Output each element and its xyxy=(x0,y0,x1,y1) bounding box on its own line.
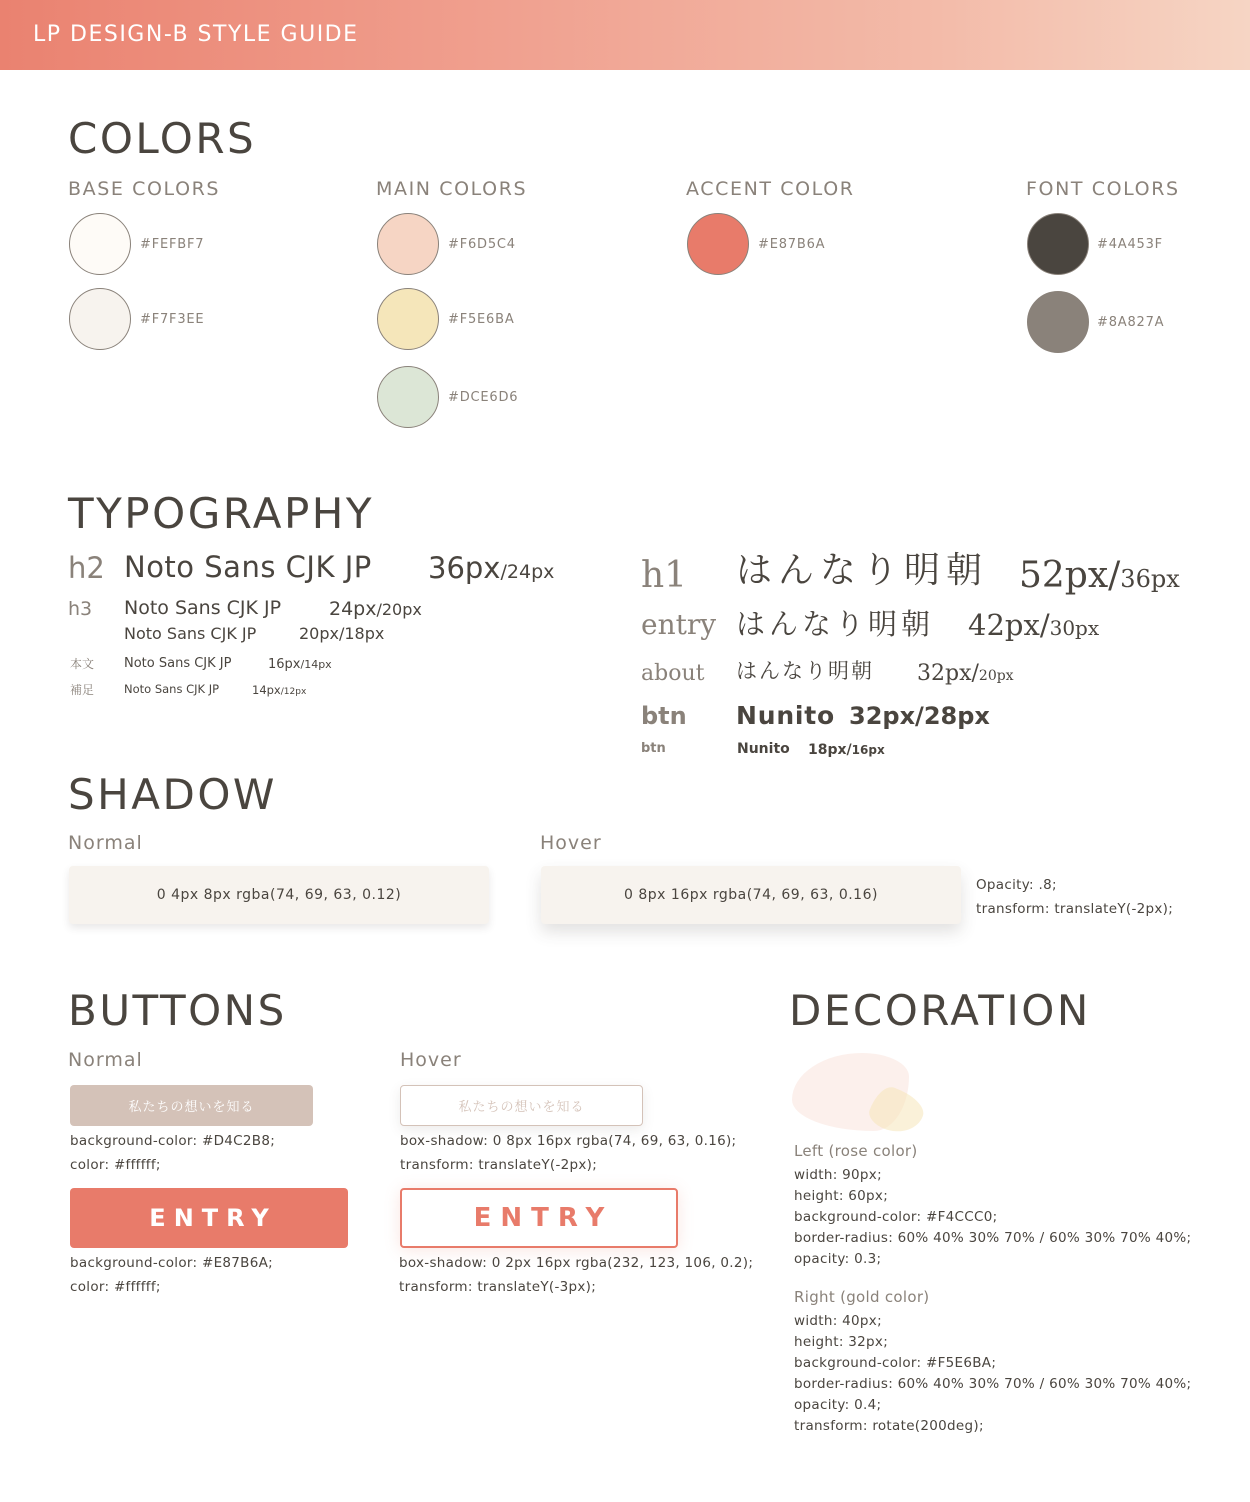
decoration-right-line: background-color: #F5E6BA; xyxy=(794,1355,997,1371)
typo-tag-supp: 補足 xyxy=(70,683,95,697)
typo-font-supp: Noto Sans CJK JP xyxy=(124,682,220,696)
sub-button-normal-note: background-color: #D4C2B8; xyxy=(70,1133,276,1149)
decoration-left-title: Left (rose color) xyxy=(794,1142,918,1160)
decoration-right-line: opacity: 0.4; xyxy=(794,1397,882,1413)
entry-button-hover[interactable]: ENTRY xyxy=(400,1188,678,1248)
color-swatch-e87b6a xyxy=(687,213,749,275)
typo-size-body: 16px/14px xyxy=(268,657,332,672)
typo-size-entry: 42px/30px xyxy=(968,608,1100,642)
font-colors-title: FONT COLORS xyxy=(1026,178,1180,200)
typo-font-body: Noto Sans CJK JP xyxy=(124,656,232,671)
color-swatch-label: #F7F3EE xyxy=(140,312,205,327)
decoration-left-line: opacity: 0.3; xyxy=(794,1251,882,1267)
typography-section-title: TYPOGRAPHY xyxy=(68,489,375,538)
decoration-section-title: DECORATION xyxy=(789,986,1091,1035)
sub-button-normal[interactable]: 私たちの想いを知る xyxy=(70,1085,313,1126)
typo-tag-body: 本文 xyxy=(70,657,95,671)
typo-size-h2: 36px/24px xyxy=(428,551,555,585)
color-swatch-f6d5c4 xyxy=(377,213,439,275)
sub-button-normal-note: color: #ffffff; xyxy=(70,1157,161,1173)
typo-tag-h1: h1 xyxy=(641,555,688,596)
typo-tag-btn-small: btn xyxy=(641,741,666,756)
entry-button-hover-note: transform: translateY(-3px); xyxy=(399,1279,597,1295)
accent-color-title: ACCENT COLOR xyxy=(686,178,855,200)
typo-font-h3-sp: Noto Sans CJK JP xyxy=(124,624,257,643)
decoration-left-line: border-radius: 60% 40% 30% 70% / 60% 30% 70% 40%; xyxy=(794,1230,1192,1246)
typo-size-about: 32px/20px xyxy=(917,661,1014,686)
page-header xyxy=(0,0,1250,70)
shadow-hover-sample: 0 8px 16px rgba(74, 69, 63, 0.16) xyxy=(541,866,961,924)
decoration-right-line: transform: rotate(200deg); xyxy=(794,1418,984,1434)
color-swatch-label: #F5E6BA xyxy=(448,312,515,327)
typo-tag-about: about xyxy=(641,661,705,686)
color-swatch-label: #E87B6A xyxy=(758,237,826,252)
main-colors-title: MAIN COLORS xyxy=(376,178,528,200)
color-swatch-label: #4A453F xyxy=(1097,237,1163,252)
decoration-right-line: height: 32px; xyxy=(794,1334,889,1350)
decoration-right-line: width: 40px; xyxy=(794,1313,882,1329)
shadow-section-title: SHADOW xyxy=(68,770,277,819)
color-swatch-fefbf7 xyxy=(69,213,131,275)
sub-button-hover[interactable]: 私たちの想いを知る xyxy=(400,1085,643,1126)
decoration-left-line: width: 90px; xyxy=(794,1167,882,1183)
decoration-left-line: background-color: #F4CCC0; xyxy=(794,1209,998,1225)
shadow-hover-note: Opacity: .8; xyxy=(976,877,1057,893)
typo-size-h3: 24px/20px xyxy=(329,598,422,620)
buttons-section-title: BUTTONS xyxy=(68,986,287,1035)
decoration-right-title: Right (gold color) xyxy=(794,1288,930,1306)
typo-tag-h3: h3 xyxy=(68,598,93,620)
buttons-normal-label: Normal xyxy=(68,1049,143,1071)
color-swatch-f7f3ee xyxy=(69,288,131,350)
page-title: LP DESIGN-B STYLE GUIDE xyxy=(33,22,359,47)
typo-font-h3: Noto Sans CJK JP xyxy=(124,597,282,619)
sub-button-hover-note: transform: translateY(-2px); xyxy=(400,1157,598,1173)
typo-size-btn-small: 18px/16px xyxy=(808,742,885,758)
typo-size-h1: 52px/36px xyxy=(1019,555,1180,596)
color-swatch-label: #F6D5C4 xyxy=(448,237,516,252)
typo-size-supp: 14px/12px xyxy=(252,683,307,697)
typo-tag-entry: entry xyxy=(641,608,717,641)
typo-size-h3-sp: 20px/18px xyxy=(299,624,385,643)
typo-font-btn-small: Nunito xyxy=(737,741,790,757)
typo-font-about: はんなり明朝 xyxy=(736,659,874,683)
shadow-normal-sample: 0 4px 8px rgba(74, 69, 63, 0.12) xyxy=(69,866,489,924)
color-swatch-label: #DCE6D6 xyxy=(448,390,519,405)
typo-tag-btn: btn xyxy=(641,702,687,730)
decoration-right-line: border-radius: 60% 40% 30% 70% / 60% 30% 70% 40%; xyxy=(794,1376,1192,1392)
entry-button-normal-note: color: #ffffff; xyxy=(70,1279,161,1295)
entry-button-hover-note: box-shadow: 0 2px 16px rgba(232, 123, 106, 0.2); xyxy=(399,1255,754,1271)
typo-font-h1: はんなり明朝 xyxy=(736,550,989,591)
buttons-hover-label: Hover xyxy=(400,1049,462,1071)
typo-font-btn: Nunito xyxy=(736,701,836,730)
color-swatch-dce6d6 xyxy=(377,366,439,428)
color-swatch-f5e6ba xyxy=(377,288,439,350)
color-swatch-label: #8A827A xyxy=(1097,315,1165,330)
typo-size-btn: 32px/28px xyxy=(849,702,990,730)
entry-button-normal[interactable]: ENTRY xyxy=(70,1188,348,1248)
shadow-hover-label: Hover xyxy=(540,832,602,854)
shadow-normal-label: Normal xyxy=(68,832,143,854)
color-swatch-8a827a xyxy=(1027,291,1089,353)
sub-button-hover-note: box-shadow: 0 8px 16px rgba(74, 69, 63, 0.16); xyxy=(400,1133,737,1149)
colors-section-title: COLORS xyxy=(68,114,257,163)
typo-tag-h2: h2 xyxy=(68,551,105,585)
typo-font-entry: はんなり明朝 xyxy=(736,607,935,641)
color-swatch-4a453f xyxy=(1027,213,1089,275)
typo-font-h2: Noto Sans CJK JP xyxy=(124,550,372,584)
color-swatch-label: #FEFBF7 xyxy=(140,237,205,252)
entry-button-normal-note: background-color: #E87B6A; xyxy=(70,1255,274,1271)
shadow-hover-note: transform: translateY(-2px); xyxy=(976,901,1174,917)
base-colors-title: BASE COLORS xyxy=(68,178,221,200)
decoration-left-line: height: 60px; xyxy=(794,1188,889,1204)
